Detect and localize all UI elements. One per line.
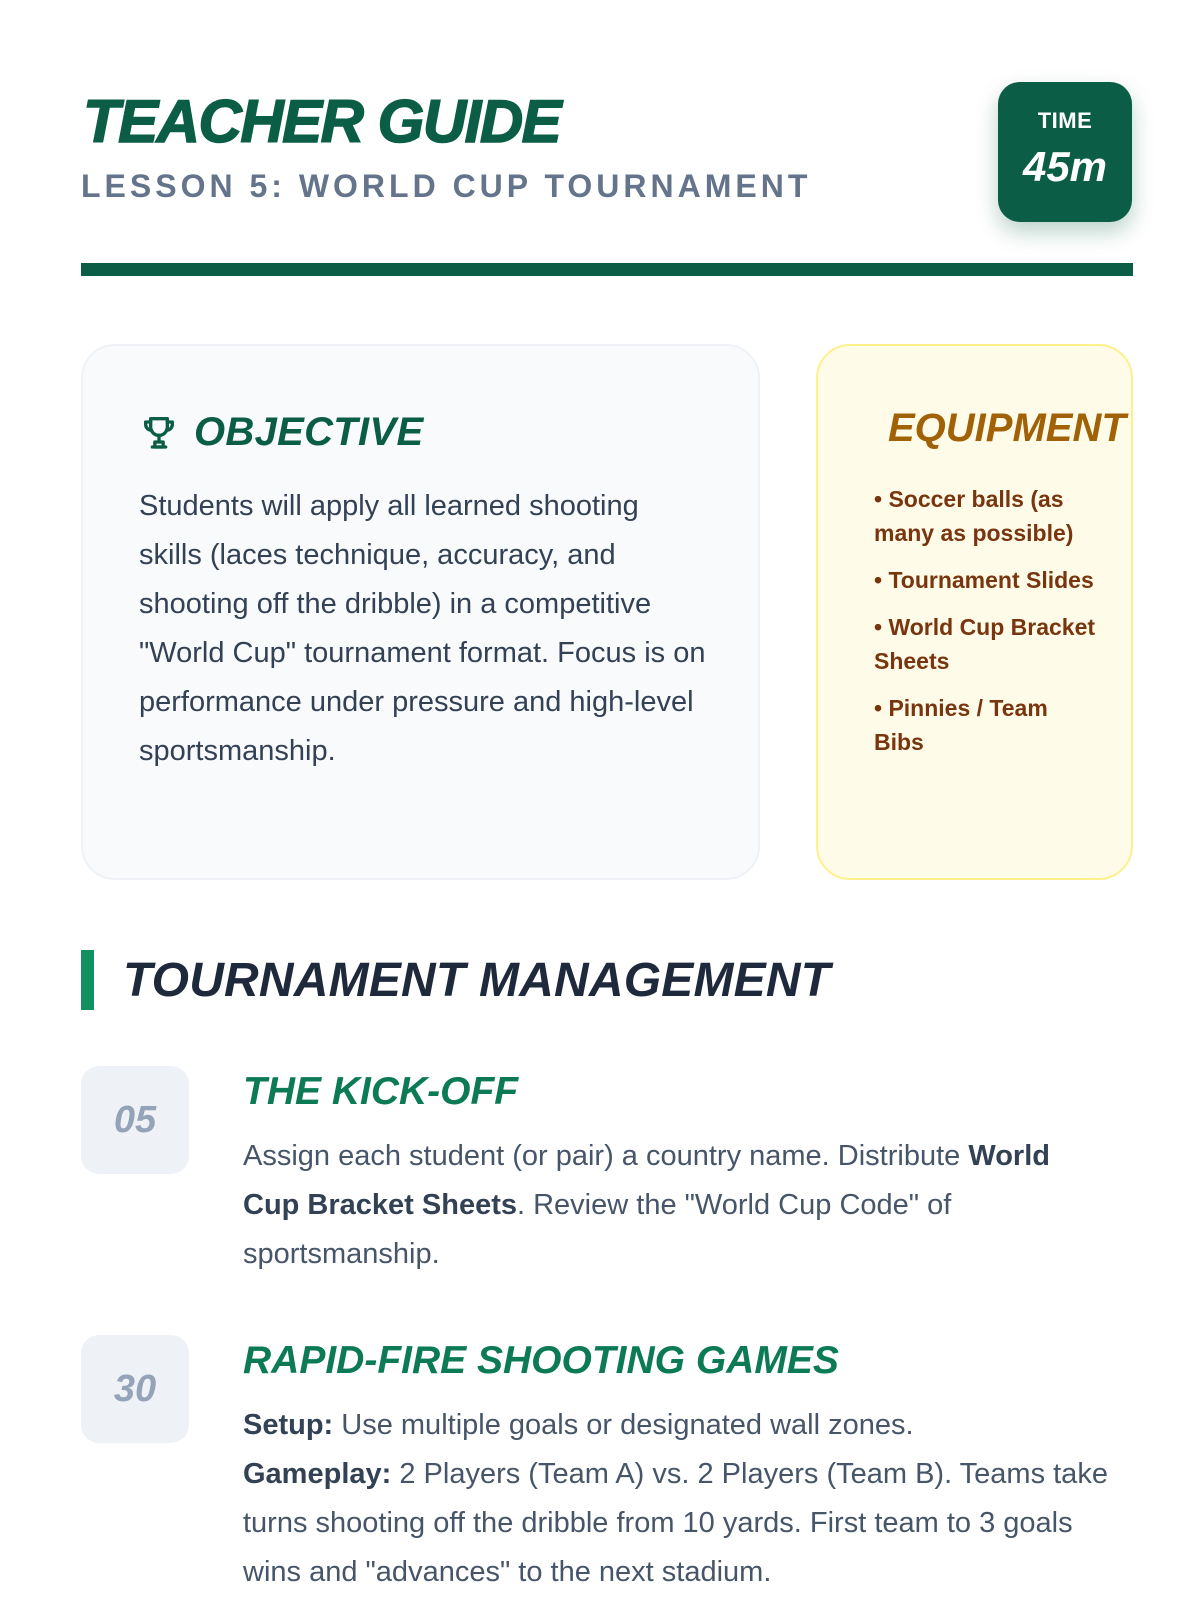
step-text: Assign each student (or pair) a country name. Distribute [243,1140,969,1172]
objective-title: OBJECTIVE [194,410,424,454]
section-title: TOURNAMENT MANAGEMENT [123,954,831,1007]
objective-heading [139,410,423,454]
step-title: RAPID-FIRE SHOOTING GAMES [243,1339,839,1382]
step-minutes-badge: 30 [81,1335,189,1443]
objective-card [81,344,760,880]
equipment-item: • World Cup Bracket Sheets [874,614,1096,674]
step-description [243,1401,1113,1597]
equipment-card [816,344,1133,880]
header-divider [81,263,1133,276]
step-description [243,1132,1113,1279]
lesson-subtitle: LESSON 5: WORLD CUP TOURNAMENT [81,168,812,204]
section-accent-bar [81,950,94,1010]
equipment-list [874,482,1104,772]
step-minutes-badge: 05 [81,1066,189,1174]
guide-header [81,0,1133,280]
setup-label: Setup: [243,1409,334,1441]
step-text: . Review the "World Cup Code" of sportsmanship. [243,1189,952,1270]
time-value: 45m [1022,143,1108,190]
equipment-item: • Pinnies / Team Bibs [874,695,1048,755]
gameplay-text: 2 Players (Team A) vs. 2 Players (Team B). Teams take turns shooting off the dribble from 10 yards. First team to 3 goals wins and "advances" to the next stadium. [243,1458,1108,1588]
trophy-icon [139,412,179,452]
time-label: TIME [1037,108,1093,133]
equipment-item: • Tournament Slides [874,567,1094,593]
gameplay-label: Gameplay: [243,1458,392,1490]
objective-text: Students will apply all learned shooting skills (laces technique, accuracy, and shooting off the dribble) in a competitive "World Cup" tournament format. Focus is on performance under pressure and high-level sportsmanship. [139,490,706,767]
time-badge [998,82,1132,222]
equipment-title: EQUIPMENT [888,406,1126,450]
equipment-item: • Soccer balls (as many as possible) [874,486,1074,546]
step-bold-text: World Cup Bracket Sheets [243,1140,1050,1221]
setup-text: Use multiple goals or designated wall zones. [333,1409,914,1441]
step-title: THE KICK-OFF [243,1070,519,1113]
page-title: TEACHER GUIDE [83,88,561,155]
